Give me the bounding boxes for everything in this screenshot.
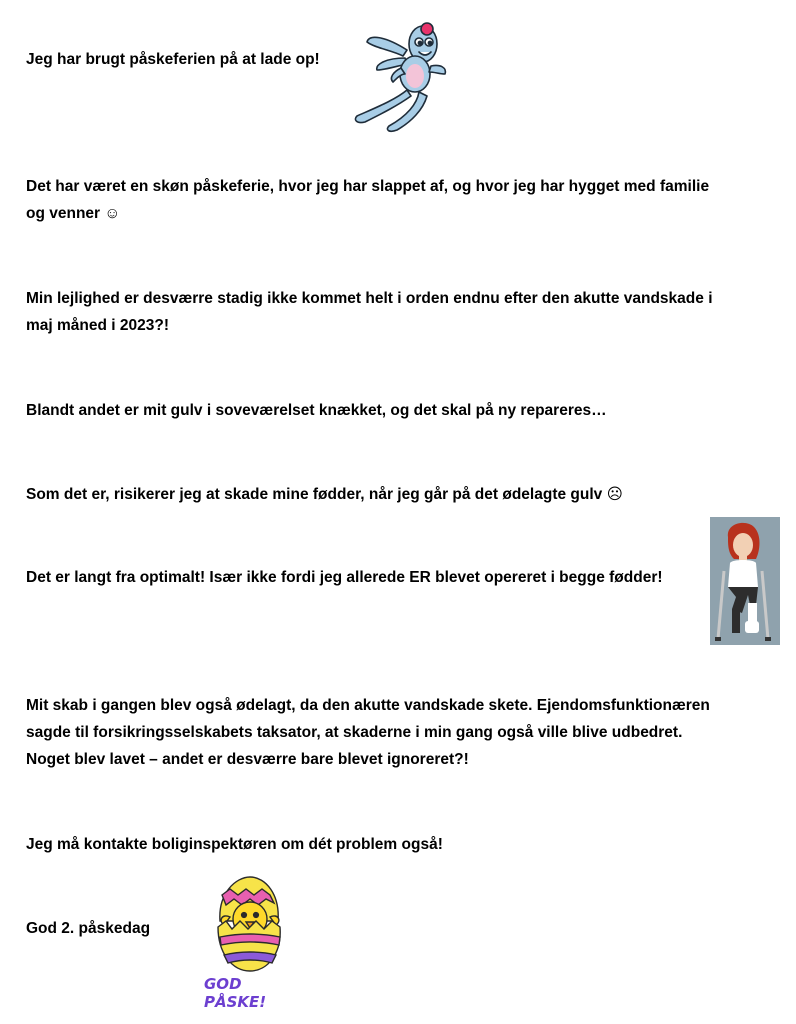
paragraph-1: Jeg har brugt påskeferien på at lade op! bbox=[26, 51, 320, 68]
paragraph-2: Det har været en skøn påskeferie, hvor jeg har slappet af, og hvor jeg har hygget med familie og venner ☺ bbox=[26, 178, 710, 222]
paragraph-5: Som det er, risikerer jeg at skade mine fødder, når jeg går på det ødelagte gulv ☹ bbox=[26, 486, 623, 503]
paragraph-7: Mit skab i gangen blev også ødelagt, da den akutte vandskade skete. Ejendomsfunktionæren sagde til forsikringsselskabets taksator, at skaderne i min gang også ville blive udbedret. Noget blev lavet – andet er desværre bare blevet ignoreret?! bbox=[26, 697, 710, 768]
crutches-woman-image bbox=[710, 517, 780, 645]
paragraph-8: Jeg må kontakte boliginspektøren om dét problem også! bbox=[26, 836, 443, 853]
egg-chick-icon bbox=[200, 873, 296, 977]
paragraph-4: Blandt andet er mit gulv i soveværelset knækket, og det skal på ny repareres… bbox=[26, 402, 607, 419]
bunny-image bbox=[345, 12, 457, 134]
egg-caption: GOD PÅSKE! bbox=[204, 975, 267, 1011]
easter-egg-chick-image bbox=[200, 873, 296, 1011]
paragraph-6: Det er langt fra optimalt! Især ikke fordi jeg allerede ER blevet opereret i begge fødder! bbox=[26, 569, 663, 586]
paragraph-3: Min lejlighed er desværre stadig ikke kommet helt i orden endnu efter den akutte vandskade i maj måned i 2023?! bbox=[26, 290, 713, 334]
paragraph-9: God 2. påskedag bbox=[26, 920, 151, 937]
